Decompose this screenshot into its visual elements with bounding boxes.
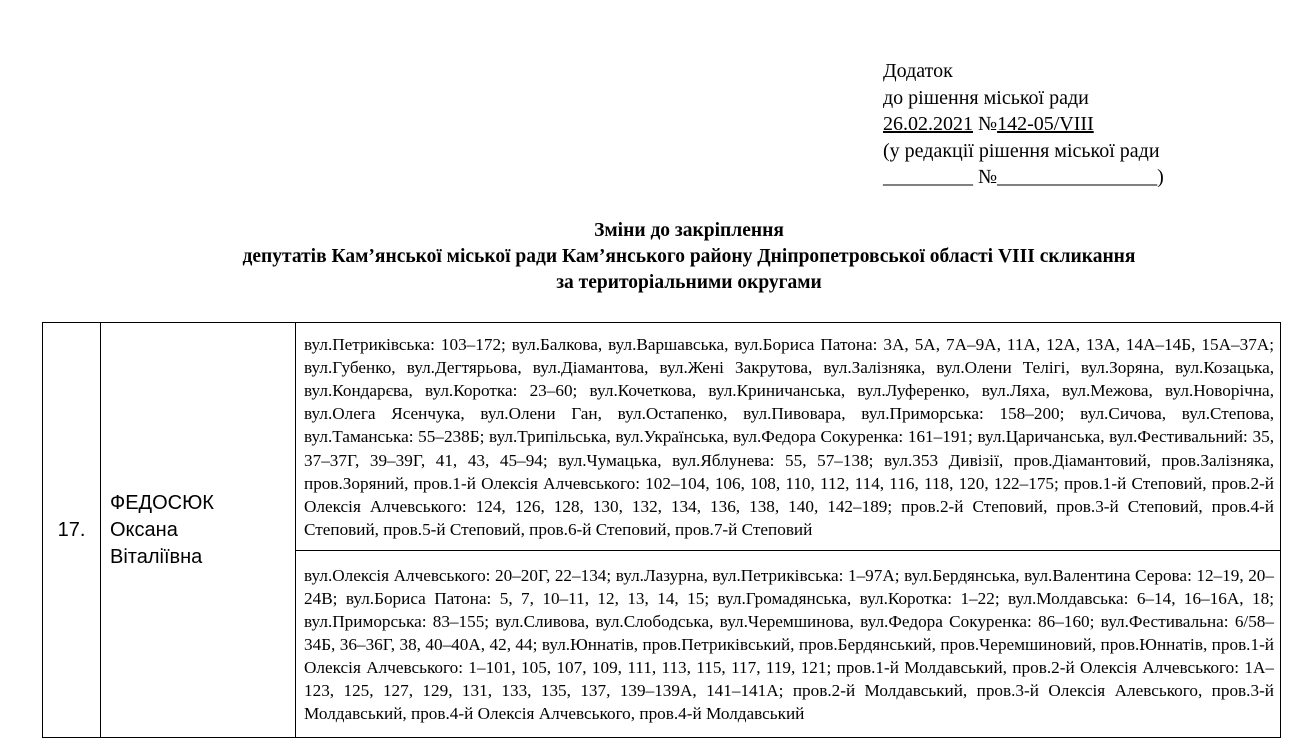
assignment-table bbox=[42, 322, 1281, 738]
document-title bbox=[0, 218, 1298, 296]
table-row bbox=[43, 323, 1281, 551]
title-line1: Зміни до закріплення bbox=[594, 220, 784, 241]
appendix-decision-ref bbox=[883, 111, 1164, 138]
deputy-surname: ФЕДОСЮК bbox=[110, 491, 214, 514]
deputy-first-name: Оксана bbox=[110, 518, 178, 541]
deputy-name bbox=[101, 323, 296, 738]
streets-cell-2: вул.Олексія Алчевського: 20–20Г, 22–134; вул.Лазурна, вул.Петриківська: 1–97А; вул.Бердянська, вул.Валентина Серова: 12–19, 20–24В; вул.Бориса Патона: 5, 7, 10–11, 12, 13, 14, 15; вул.Громадянська, вул.Коротка: 1–22; вул.Молдавська: 6–14, 16–16А, 18; вул.Приморська: 83–155; вул.Сливова, вул.Слободська, вул.Черемшинова, вул.Федора Сокуренка: 86–160; вул.Фестивальна: 6/58–34Б, 36–36Г, 38, 40–40А, 42, 44; вул.Юннатів, пров.Петриківський, пров.Бердянський, пров.Черемшиновий, пров.Юннатів, пров.1-й Олексія Алчевського: 1–101, 105, 107, 109, 111, 113, 115, 117, 119, 121; пров.1-й Молдавський, пров.2-й Олексія Алчевського: 1А–123, 125, 127, 129, 131, 133, 135, 137, 139–139А, 141–141А; пров.2-й Молдавський, пров.3-й Олексія Алевського, пров.3-й Молдавський, пров.4-й Олексія Алчевського, пров.4-й Молдавський bbox=[296, 551, 1281, 738]
title-line3: за територіальними округами bbox=[556, 272, 822, 293]
decision-date: 26.02.2021 bbox=[883, 113, 973, 135]
decision-number-prefix: № bbox=[978, 113, 998, 135]
appendix-line2: до рішення міської ради bbox=[883, 86, 1089, 109]
title-line2: депутатів Кам’янської міської ради Кам’янського району Дніпропетровської області VIII скликання bbox=[242, 246, 1136, 267]
appendix-block bbox=[883, 58, 1164, 191]
deputy-patronymic: Віталіївна bbox=[110, 545, 203, 568]
appendix-line4: (у редакції рішення міської ради bbox=[883, 139, 1160, 162]
streets-cell-1: вул.Петриківська: 103–172; вул.Балкова, вул.Варшавська, вул.Бориса Патона: 3А, 5А, 7А–9А, 11А, 12А, 13А, 14А–14Б, 15А–37А; вул.Губенко, вул.Дегтярьова, вул.Діамантова, вул.Жені Закрутова, вул.Залізняка, вул.Олени Телігі, вул.Зоряна, вул.Козацька, вул.Кондарєва, вул.Коротка: 23–60; вул.Кочеткова, вул.Криничанська, вул.Луференко, вул.Ляха, вул.Межова, вул.Новорічна, вул.Олега Ясенчука, вул.Олени Ган, вул.Остапенко, вул.Пивовара, вул.Приморська: 158–200; вул.Сичова, вул.Степова, вул.Таманська: 55–238Б; вул.Трипільська, вул.Українська, вул.Федора Сокуренка: 161–191; вул.Царичанська, вул.Фестивальний: 35, 37–37Г, 39–39Г, 41, 43, 45–94; вул.Чумацька, вул.Яблунева: 55, 57–138; вул.353 Дивізії, пров.Діамантовий, пров.Залізняка, пров.Зоряний, пров.1-й Олексія Алчевського: 102–104, 106, 108, 110, 112, 114, 116, 118, 120, 122–175; пров.1-й Степовий, пров.2-й Олексія Алчевського: 124, 126, 128, 130, 132, 134, 136, 138, 140, 142–189; пров.2-й Степовий, пров.3-й Степовий, пров.4-й Степовий, пров.5-й Степовий, пров.6-й Степовий, пров.7-й Степовий bbox=[296, 323, 1281, 551]
row-number: 17. bbox=[43, 323, 101, 738]
decision-number: 142-05/VIII bbox=[997, 113, 1094, 135]
appendix-line1: Додаток bbox=[883, 60, 953, 82]
appendix-line5: _________ №________________) bbox=[883, 166, 1164, 188]
